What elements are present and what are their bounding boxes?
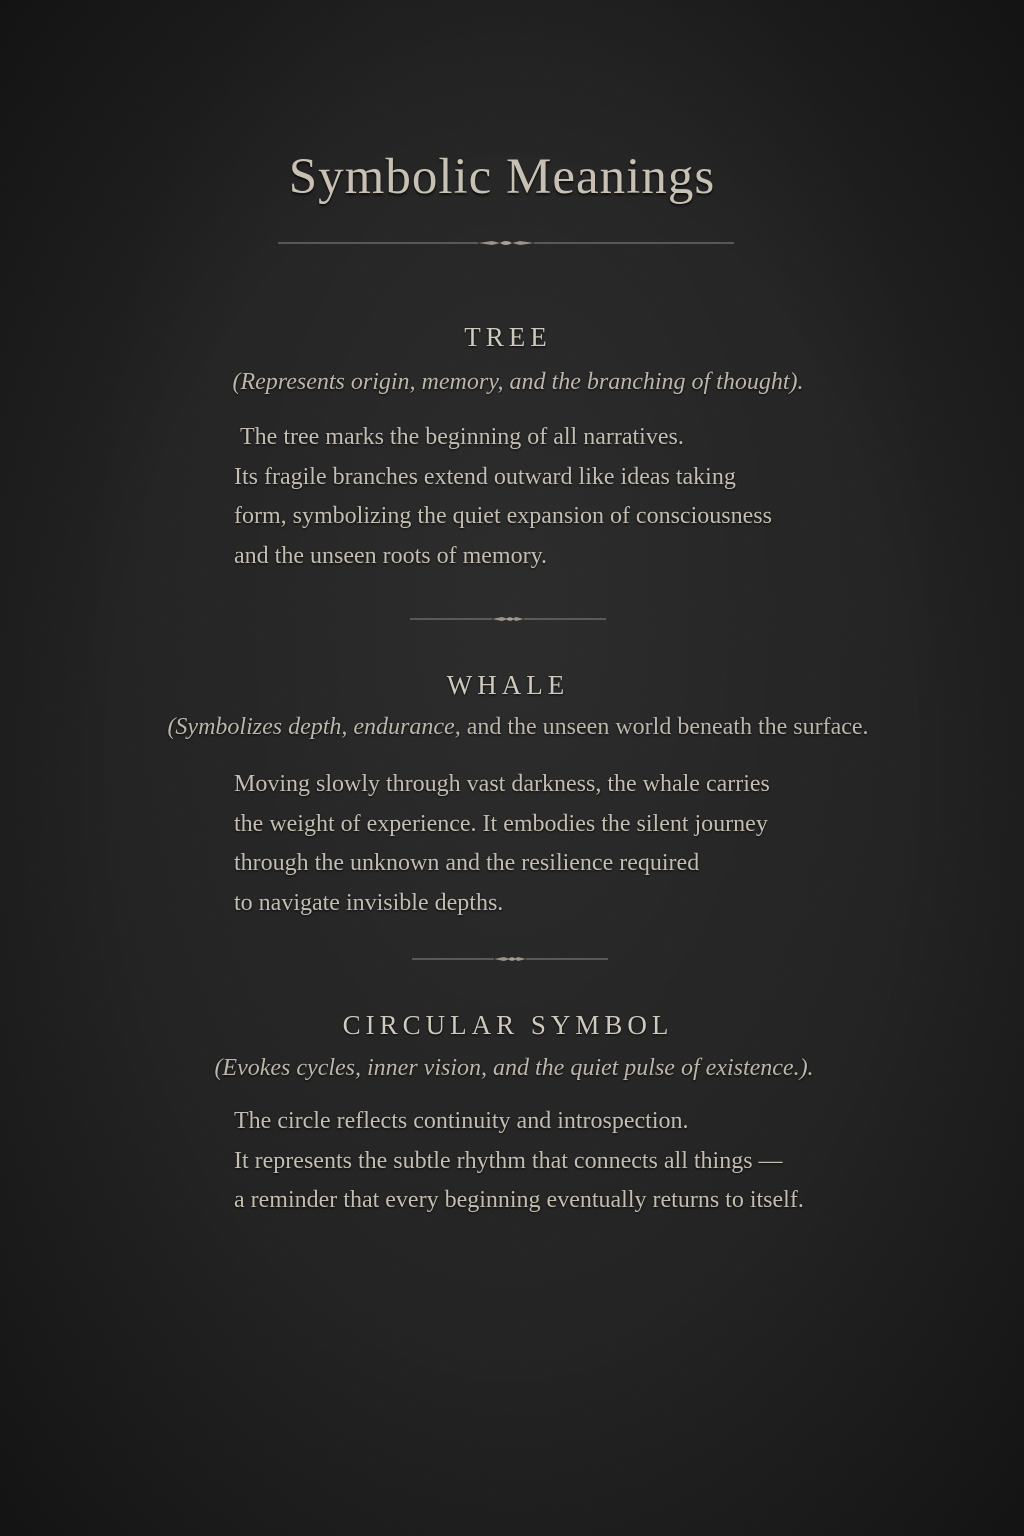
section-heading-tree: TREE	[464, 322, 552, 352]
section-heading-circular-symbol: CIRCULAR SYMBOL	[342, 1010, 674, 1040]
page-title: Symbolic Meanings	[288, 149, 716, 205]
section-body-whale	[234, 765, 954, 923]
body-line: It represents the subtle rhythm that connects all things —	[234, 1147, 783, 1174]
section-subtitle-circular-symbol: (Evokes cycles, inner vision, and the quiet pulse of existence.).	[214, 1055, 814, 1081]
section-subtitle-tree: (Represents origin, memory, and the branching of thought).	[232, 369, 804, 395]
body-line: a reminder that every beginning eventually returns to itself.	[234, 1187, 804, 1213]
body-line: to navigate invisible depths.	[234, 889, 504, 916]
section-body-tree	[234, 418, 954, 576]
title-divider-ornament	[278, 236, 734, 250]
body-line: form, symbolizing the quiet expansion of consciousness	[234, 503, 772, 529]
body-line: Moving slowly through vast darkness, the whale carries	[234, 771, 770, 797]
section-divider-ornament	[412, 952, 608, 966]
body-line: Its fragile branches extend outward like ideas taking	[234, 463, 736, 490]
subtitle-upright-part: and the unseen world beneath the surface.	[460, 714, 869, 740]
section-heading-whale: WHALE	[446, 670, 570, 700]
section-subtitle-whale	[0, 714, 1024, 741]
body-line: and the unseen roots of memory.	[234, 542, 548, 569]
section-body-circular-symbol	[234, 1102, 954, 1221]
body-line: The tree marks the beginning of all narratives.	[240, 424, 684, 450]
subtitle-italic-part: (Symbolizes depth, endurance,	[167, 714, 461, 740]
body-line: the weight of experience. It embodies the silent journey	[234, 810, 768, 837]
section-divider-ornament	[410, 612, 606, 626]
body-line: through the unknown and the resilience required	[234, 850, 700, 876]
body-line: The circle reflects continuity and introspection.	[234, 1108, 689, 1134]
